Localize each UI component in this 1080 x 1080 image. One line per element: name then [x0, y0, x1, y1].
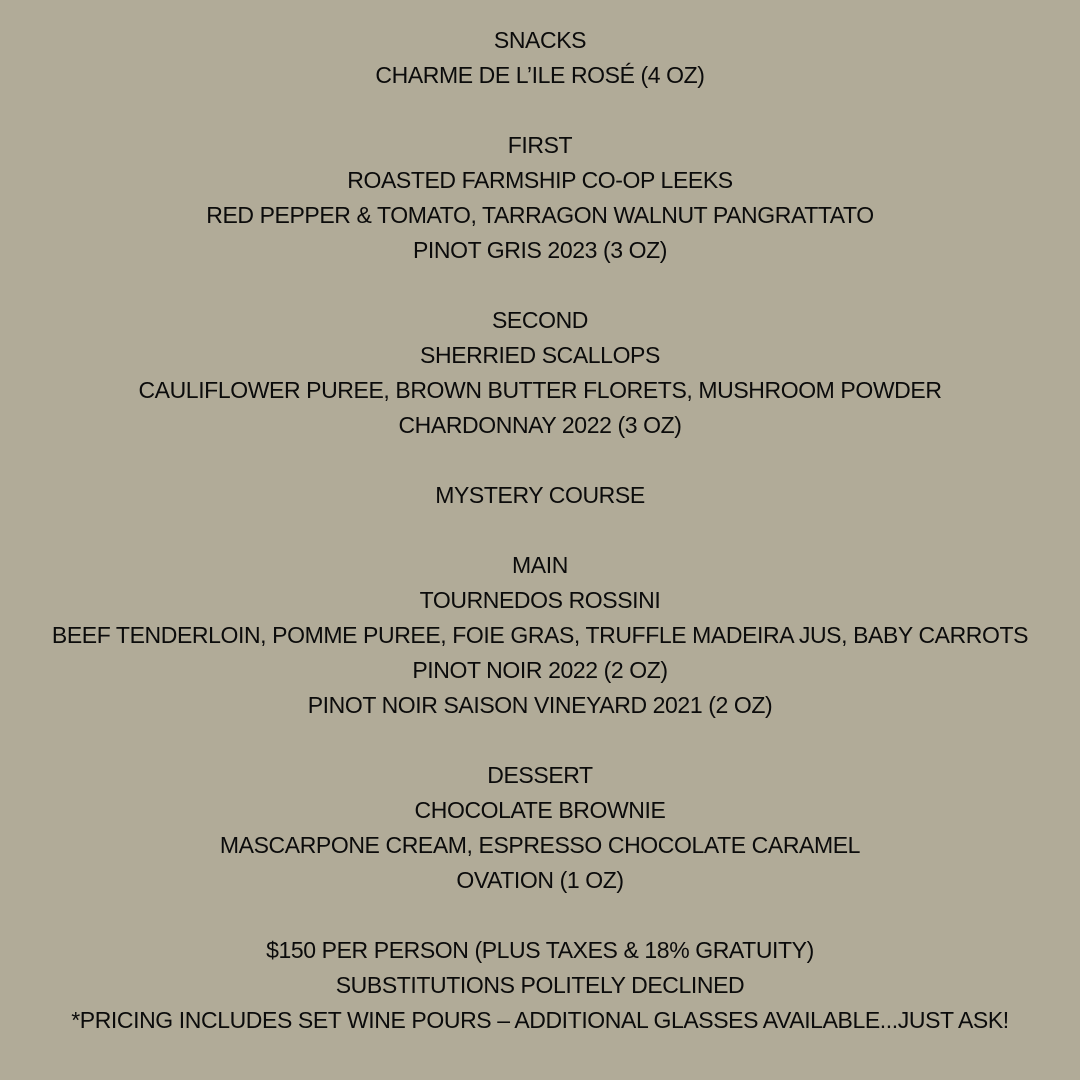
- section-spacer: [0, 898, 1080, 933]
- first-course-heading: FIRST: [507, 132, 573, 158]
- price-per-person: $150 PER PERSON (PLUS TAXES & 18% GRATUITY): [266, 937, 814, 963]
- main-course-description: BEEF TENDERLOIN, POMME PUREE, FOIE GRAS, TRUFFLE MADEIRA JUS, BABY CARROTS: [51, 622, 1029, 648]
- first-course-description: RED PEPPER & TOMATO, TARRAGON WALNUT PANGRATTATO: [206, 202, 874, 228]
- main-course-wine-pairing-1: PINOT NOIR 2022 (2 OZ): [412, 657, 668, 683]
- first-course-wine-pairing: PINOT GRIS 2023 (3 OZ): [412, 237, 668, 263]
- section-spacer: [0, 268, 1080, 303]
- dessert-dish: CHOCOLATE BROWNIE: [414, 797, 666, 823]
- dessert-description: MASCARPONE CREAM, ESPRESSO CHOCOLATE CARAMEL: [219, 832, 861, 858]
- dessert-wine-pairing: OVATION (1 OZ): [456, 867, 624, 893]
- section-spacer: [0, 723, 1080, 758]
- section-spacer: [0, 513, 1080, 548]
- section-spacer: [0, 443, 1080, 478]
- second-course-dish: SHERRIED SCALLOPS: [420, 342, 660, 368]
- second-course-heading: SECOND: [491, 307, 588, 333]
- main-course-wine-pairing-2: PINOT NOIR SAISON VINEYARD 2021 (2 OZ): [307, 692, 773, 718]
- snacks-heading: SNACKS: [493, 27, 587, 53]
- mystery-course-heading: MYSTERY COURSE: [435, 482, 645, 508]
- second-course-description: CAULIFLOWER PUREE, BROWN BUTTER FLORETS, MUSHROOM POWDER: [138, 377, 942, 403]
- substitutions-note: SUBSTITUTIONS POLITELY DECLINED: [335, 972, 745, 998]
- dessert-heading: DESSERT: [487, 762, 593, 788]
- main-course-dish: TOURNEDOS ROSSINI: [419, 587, 661, 613]
- main-course-heading: MAIN: [512, 552, 568, 578]
- first-course-dish: ROASTED FARMSHIP CO-OP LEEKS: [347, 167, 733, 193]
- second-course-wine-pairing: CHARDONNAY 2022 (3 OZ): [398, 412, 682, 438]
- snacks-wine-pairing: CHARME DE L’ILE ROSÉ (4 OZ): [375, 62, 705, 88]
- section-spacer: [0, 93, 1080, 128]
- wine-pours-note: *PRICING INCLUDES SET WINE POURS – ADDITIONAL GLASSES AVAILABLE...JUST ASK!: [71, 1007, 1009, 1033]
